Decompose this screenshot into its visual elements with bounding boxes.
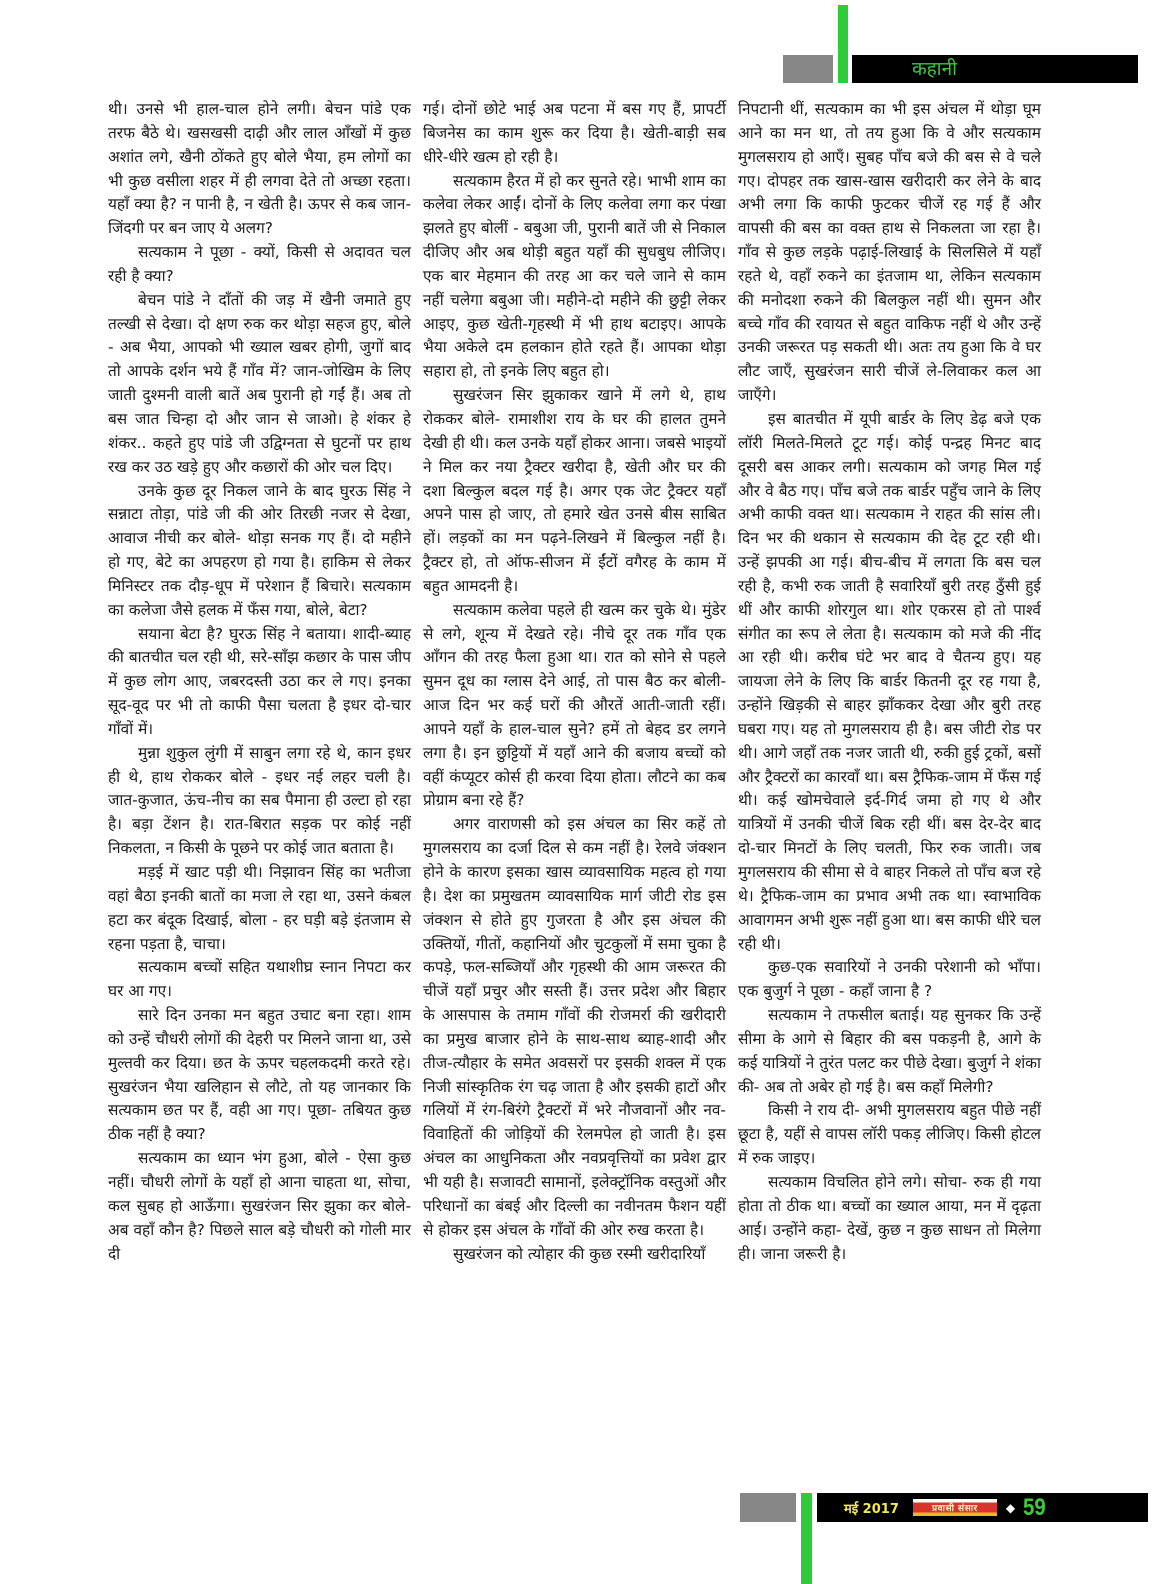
section-banner xyxy=(852,55,1138,83)
issue-date: मई 2017 xyxy=(844,1501,899,1517)
paragraph: गई। दोनों छोटे भाई अब पटना में बस गए हैं, प्रापर्टी बिजनेस का काम शुरू कर दिया है। खेती-बाड़ी सब धीरे-धीरे खत्म हो रही है। xyxy=(423,100,726,166)
article-column-1 xyxy=(108,98,411,1266)
footer-green-bar xyxy=(801,1493,812,1584)
header-green-bar xyxy=(838,5,848,83)
paragraph: सत्यकाम ने पूछा - क्यों, किसी से अदावत चल रही है क्या? xyxy=(108,243,411,285)
magazine-logo: प्रवासी संसार xyxy=(913,1499,997,1516)
article-column-2 xyxy=(423,98,726,1266)
footer-banner xyxy=(817,1493,1148,1522)
header-grey-block xyxy=(783,55,833,83)
diamond-icon: ◆ xyxy=(1005,1500,1016,1515)
paragraph: सत्यकाम बच्चों सहित यथाशीघ्र स्नान निपटा कर घर आ गए। xyxy=(108,958,411,1001)
paragraph: सारे दिन उनका मन बहुत उचाट बना रहा। शाम को उन्हें चौधरी लोगों की देहरी पर मिलने जाना था, उसे मुल्तवी कर दिया। छत के ऊपर चहलकदमी करते रहे। सुखरंजन भैया खलिहान से लौटे, तो यह जानकार कि सत्यकाम छत पर हैं, वही आ गए। पूछा- तबियत कुछ ठीक नहीं है क्या? xyxy=(108,1006,411,1144)
paragraph: बेचन पांडे ने दाँतों की जड़ में खैनी जमाते हुए तल्खी से देखा। दो क्षण रुक कर थोड़ा सहज हुए, बोले - अब भैया, आपको भी ख्याल खबर होगी, जुगों बाद तो आपके दर्शन भये हैं गाँव में? जान-जोखिम के लिए जाती दुश्मनी वाली बातें अब पुरानी हो गईं हैं। अब तो बस जात चिन्हा दो और जान से जाओ। हे शंकर हे शंकर.. कहते हुए पांडे जी उद्विग्नता से घुटनों पर हाथ रख कर उठ खड़े हुए और कछारों की ओर चल दिए। xyxy=(108,290,411,476)
paragraph: सत्यकाम कलेवा पहले ही खत्म कर चुके थे। मुंडेर से लगे, शून्य में देखते रहे। नीचे दूर तक गाँव एक आँगन की तरह फैला हुआ था। रात को सोने से पहले सुमन दूध का ग्लास देने आई, तो पास बैठ कर बोली- आज दिन भर कई घरों की औरतें आती-जाती रहीं। आपने यहाँ के हाल-चाल सुने? हमें तो बेहद डर लगने लगा है। इन छुट्टियों में यहाँ आने की बजाय बच्चों को वहीं कंप्यूटर कोर्स ही करवा दिया होता। लौटने का कब प्रोग्राम बना रहे हैं? xyxy=(423,600,726,810)
paragraph: निपटानी थीं, सत्यकाम का भी इस अंचल में थोड़ा घूम आने का मन था, तो तय हुआ कि वे और सत्यकाम मुगलसराय हो आएँ। सुबह पाँच बजे की बस से वे चले गए। दोपहर तक खास-खास खरीदारी कर लेने के बाद अभी लगा कि काफी फुटकर चीजें रह गई हैं और वापसी की बस का वक्त हाथ से निकलता जा रहा है। गाँव से कुछ लड़के पढ़ाई-लिखाई के सिलसिले में यहाँ रहते थे, वहाँ रुकने का इंतजाम था, लेकिन सत्यकाम की मनोदशा रुकने की बिलकुल नहीं थी। सुमन और बच्चे गाँव की रवायत से बहुत वाकिफ नहीं थे और उन्हें उनकी जरूरत पड़ सकती थी। अतः तय हुआ कि वे घर लौट जाएँ, सुखरंजन सारी चीजें ले-लिवाकर कल आ जाएँगे। xyxy=(738,100,1041,405)
page-number: 59 xyxy=(1023,1493,1046,1521)
paragraph: सत्यकाम हैरत में हो कर सुनते रहे। भाभी शाम का कलेवा लेकर आईं। दोनों के लिए कलेवा लगा कर पंखा झलते हुए बोलीं - बबुआ जी, पुरानी बातें जी से निकाल दीजिए और अब थोड़ी बहुत यहाँ की सुधबुध लीजिए। एक बार मेहमान की तरह आ कर चले जाने से काम नहीं चलेगा बबुआ जी। महीने-दो महीने की छुट्टी लेकर आइए, कुछ खेती-गृहस्थी में भी हाथ बटाइए। आपके भैया अकेले दम हलकान होते रहते हैं। आपका थोड़ा सहारा हो, तो इनके लिए बहुत हो। xyxy=(423,171,726,381)
article-column-3 xyxy=(738,98,1041,1266)
paragraph: कुछ-एक सवारियों ने उनकी परेशानी को भाँपा। एक बुजुर्ग ने पूछा - कहाँ जाना है ? xyxy=(738,958,1041,1001)
paragraph: सुखरंजन सिर झुकाकर खाने में लगे थे, हाथ रोककर बोले- रामाशीश राय के घर की हालत तुमने देखी ही थी। कल उनके यहाँ होकर आना। जबसे भाइयों ने मिल कर नया ट्रैक्टर खरीदा है, खेती और घर की दशा बिल्कुल बदल गई है। अगर एक जेट ट्रैक्टर यहाँ अपने पास हो जाए, तो हमारे खेत उनसे बीस साबित हों। लड़कों का मन पढ़ने-लिखने में बिल्कुल नहीं है। ट्रैक्टर हो, तो ऑफ-सीजन में ईंटों वगैरह के काम में बहुत आमदनी है। xyxy=(423,386,726,595)
footer-grey-block xyxy=(740,1493,796,1522)
paragraph: अगर वाराणसी को इस अंचल का सिर कहें तो मुगलसराय का दर्जा दिल से कम नहीं है। रेलवे जंक्शन होने के कारण इसका खास व्यावसायिक महत्व हो गया है। देश का प्रमुखतम व्यावसायिक मार्ग जीटी रोड इस जंक्शन से होते हुए गुजरता है और इस अंचल की उक्तियों, गीतों, कहानियों और चुटकुलों में समा चुका है कपड़े, फल-सब्जियाँ और गृहस्थी की आम जरूरत की चीजें यहाँ प्रचुर और सस्ती हैं। उत्तर प्रदेश और बिहार के आसपास के तमाम गाँवों की रोजमर्रा की खरीदारी का प्रमुख बाजार होने के साथ-साथ ब्याह-शादी और तीज-त्यौहार के समेत अवसरों पर इसकी शक्ल में एक निजी सांस्कृतिक रंग चढ़ जाता है और इसकी हाटों और गलियों में रंग-बिरंगे ट्रैक्टरों में भरे नौजवानों और नव-विवाहितों की जोड़ियों की रेलमपेल हो जाती है। इस अंचल का आधुनिकता और नवप्रवृत्तियों का प्रवेश द्वार भी यही है। सजावटी सामानों, इलेक्ट्रॉनिक वस्तुओं और परिधानों का बंबई और दिल्ली का नवीनतम फैशन यहीं से होकर इस अंचल के गाँवों की ओर रुख करता है। xyxy=(423,815,726,1239)
paragraph: सत्यकाम ने तफसील बताई। यह सुनकर कि उन्हें सीमा के आगे से बिहार की बस पकड़नी है, आगे के कई यात्रियों ने तुरंत पलट कर पीछे देखा। बुजुर्ग ने शंका की- अब तो अबेर हो गई है। बस कहाँ मिलेगी? xyxy=(738,1006,1041,1096)
paragraph: इस बातचीत में यूपी बार्डर के लिए डेढ़ बजे एक लॉरी मिलते-मिलते टूट गई। कोई पन्द्रह मिनट बाद दूसरी बस आकर लगी। सत्यकाम को जगह मिल गई और वे बैठ गए। पाँच बजे तक बार्डर पहुँच जाने के लिए अभी काफी वक्त था। सत्यकाम ने राहत की सांस ली। दिन भर की थकान से सत्यकाम की देह टूट रही थी। उन्हें झपकी आ गई। बीच-बीच में लगता कि बस चल रही है, कभी रुक जाती है सवारियाँ बुरी तरह ठुँसी हुई थीं और काफी शोरगुल था। शोर एकरस हो तो पार्श्व संगीत का रूप ले लेता है। सत्यकाम को मजे की नींद आ रही थी। करीब घंटे भर बाद वे चैतन्य हुए। यह जायजा लेने के लिए कि बार्डर कितनी दूर रह गया है, उन्होंने खिड़की से बाहर झाँककर देखा और बुरी तरह घबरा गए। यह तो मुगलसराय ही है। बस जीटी रोड पर थी। आगे जहाँ तक नजर जाती थी, रुकी हुई ट्रकों, बसों और ट्रैक्टरों का कारवाँ था। बस ट्रैफिक-जाम में फँस गई थी। कई खोमचेवाले इर्द-गिर्द जमा हो गए थे और यात्रियों में उनकी चीजें बिक रही थीं। बस देर-देर बाद दो-चार मिनटों के लिए चलती, फिर रुक जाती। जब मुगलसराय की सीमा से वे बाहर निकले तो पाँच बज रहे थे। ट्रैफिक-जाम का प्रभाव अभी तक था। स्वाभाविक आवागमन अभी शुरू नहीं हुआ था। बस काफी धीरे चल रही थी। xyxy=(738,409,1041,953)
paragraph: थी। उनसे भी हाल-चाल होने लगी। बेचन पांडे एक तरफ बैठे थे। खसखसी दाढ़ी और लाल आँखों में कुछ अशांत लगे, खैनी ठोंकते हुए बोले भैया, हम लोगों का भी कुछ वसीला शहर में ही लगवा देते तो अच्छा रहता। यहाँ क्या है? न पानी है, न खेती है। ऊपर से कब जान-जिंदगी पर बन जाए ये अलग? xyxy=(108,100,411,238)
paragraph: मुन्ना शुकुल लुंगी में साबुन लगा रहे थे, कान इधर ही थे, हाथ रोककर बोले - इधर नई लहर चली है। जात-कुजात, ऊंच-नीच का सब पैमाना ही उल्टा हो रहा है। बड़ा टेंशन है। रात-बिरात सड़क पर कोई नहीं निकलता, न किसी के पूछने पर कोई जात बताता है। xyxy=(108,743,411,858)
paragraph: सयाना बेटा है? घुरऊ सिंह ने बताया। शादी-ब्याह की बातचीत चल रही थी, सरे-साँझ कछार के पास जीप में कुछ लोग आए, जबरदस्ती उठा कर ले गए। इनका सूद-वूद पर भी तो काफी पैसा चलता है इधर दो-चार गाँवों में। xyxy=(108,624,411,738)
paragraph: मड़ई में खाट पड़ी थी। निझावन सिंह का भतीजा वहां बैठा इनकी बातों का मजा ले रहा था, उसने कंबल हटा कर बंदूक दिखाई, बोला - हर घड़ी बड़े इंतजाम से रहना पड़ता है, चाचा। xyxy=(108,863,411,953)
paragraph: सत्यकाम का ध्यान भंग हुआ, बोले - ऐसा कुछ नहीं। चौधरी लोगों के यहाँ हो आना चाहता था, सोचा, कल सुबह हो आऊँगा। सुखरंजन सिर झुका कर बोले- अब वहाँ कौन है? पिछले साल बड़े चौधरी को गोली मार दी xyxy=(108,1149,411,1263)
paragraph: सुखरंजन को त्योहार की कुछ रस्मी खरीदारियाँ xyxy=(453,1244,706,1263)
paragraph: सत्यकाम विचलित होने लगे। सोचा- रुक ही गया होता तो ठीक था। बच्चों का ख्याल आया, मन में दृढ़ता आई। उन्होंने कहा- देखें, कुछ न कुछ साधन तो मिलेगा ही। जाना जरूरी है। xyxy=(738,1172,1041,1263)
paragraph: किसी ने राय दी- अभी मुगलसराय बहुत पीछे नहीं छूटा है, यहीं से वापस लॉरी पकड़ लीजिए। किसी होटल में रुक जाइए। xyxy=(738,1101,1041,1168)
section-label: कहानी xyxy=(912,58,958,80)
paragraph: उनके कुछ दूर निकल जाने के बाद घुरऊ सिंह ने सन्नाटा तोड़ा, पांडे जी की ओर तिरछी नजर से देखा, आवाज नीची कर बोले- थोड़ा सनक गए हैं। दो महीने हो गए, बेटे का अपहरण हो गया है। हाकिम से लेकर मिनिस्टर तक दौड़-धूप में परेशान हैं बिचारे। सत्यकाम का कलेजा जैसे हलक में फँस गया, बोले, बेटा? xyxy=(108,481,411,619)
